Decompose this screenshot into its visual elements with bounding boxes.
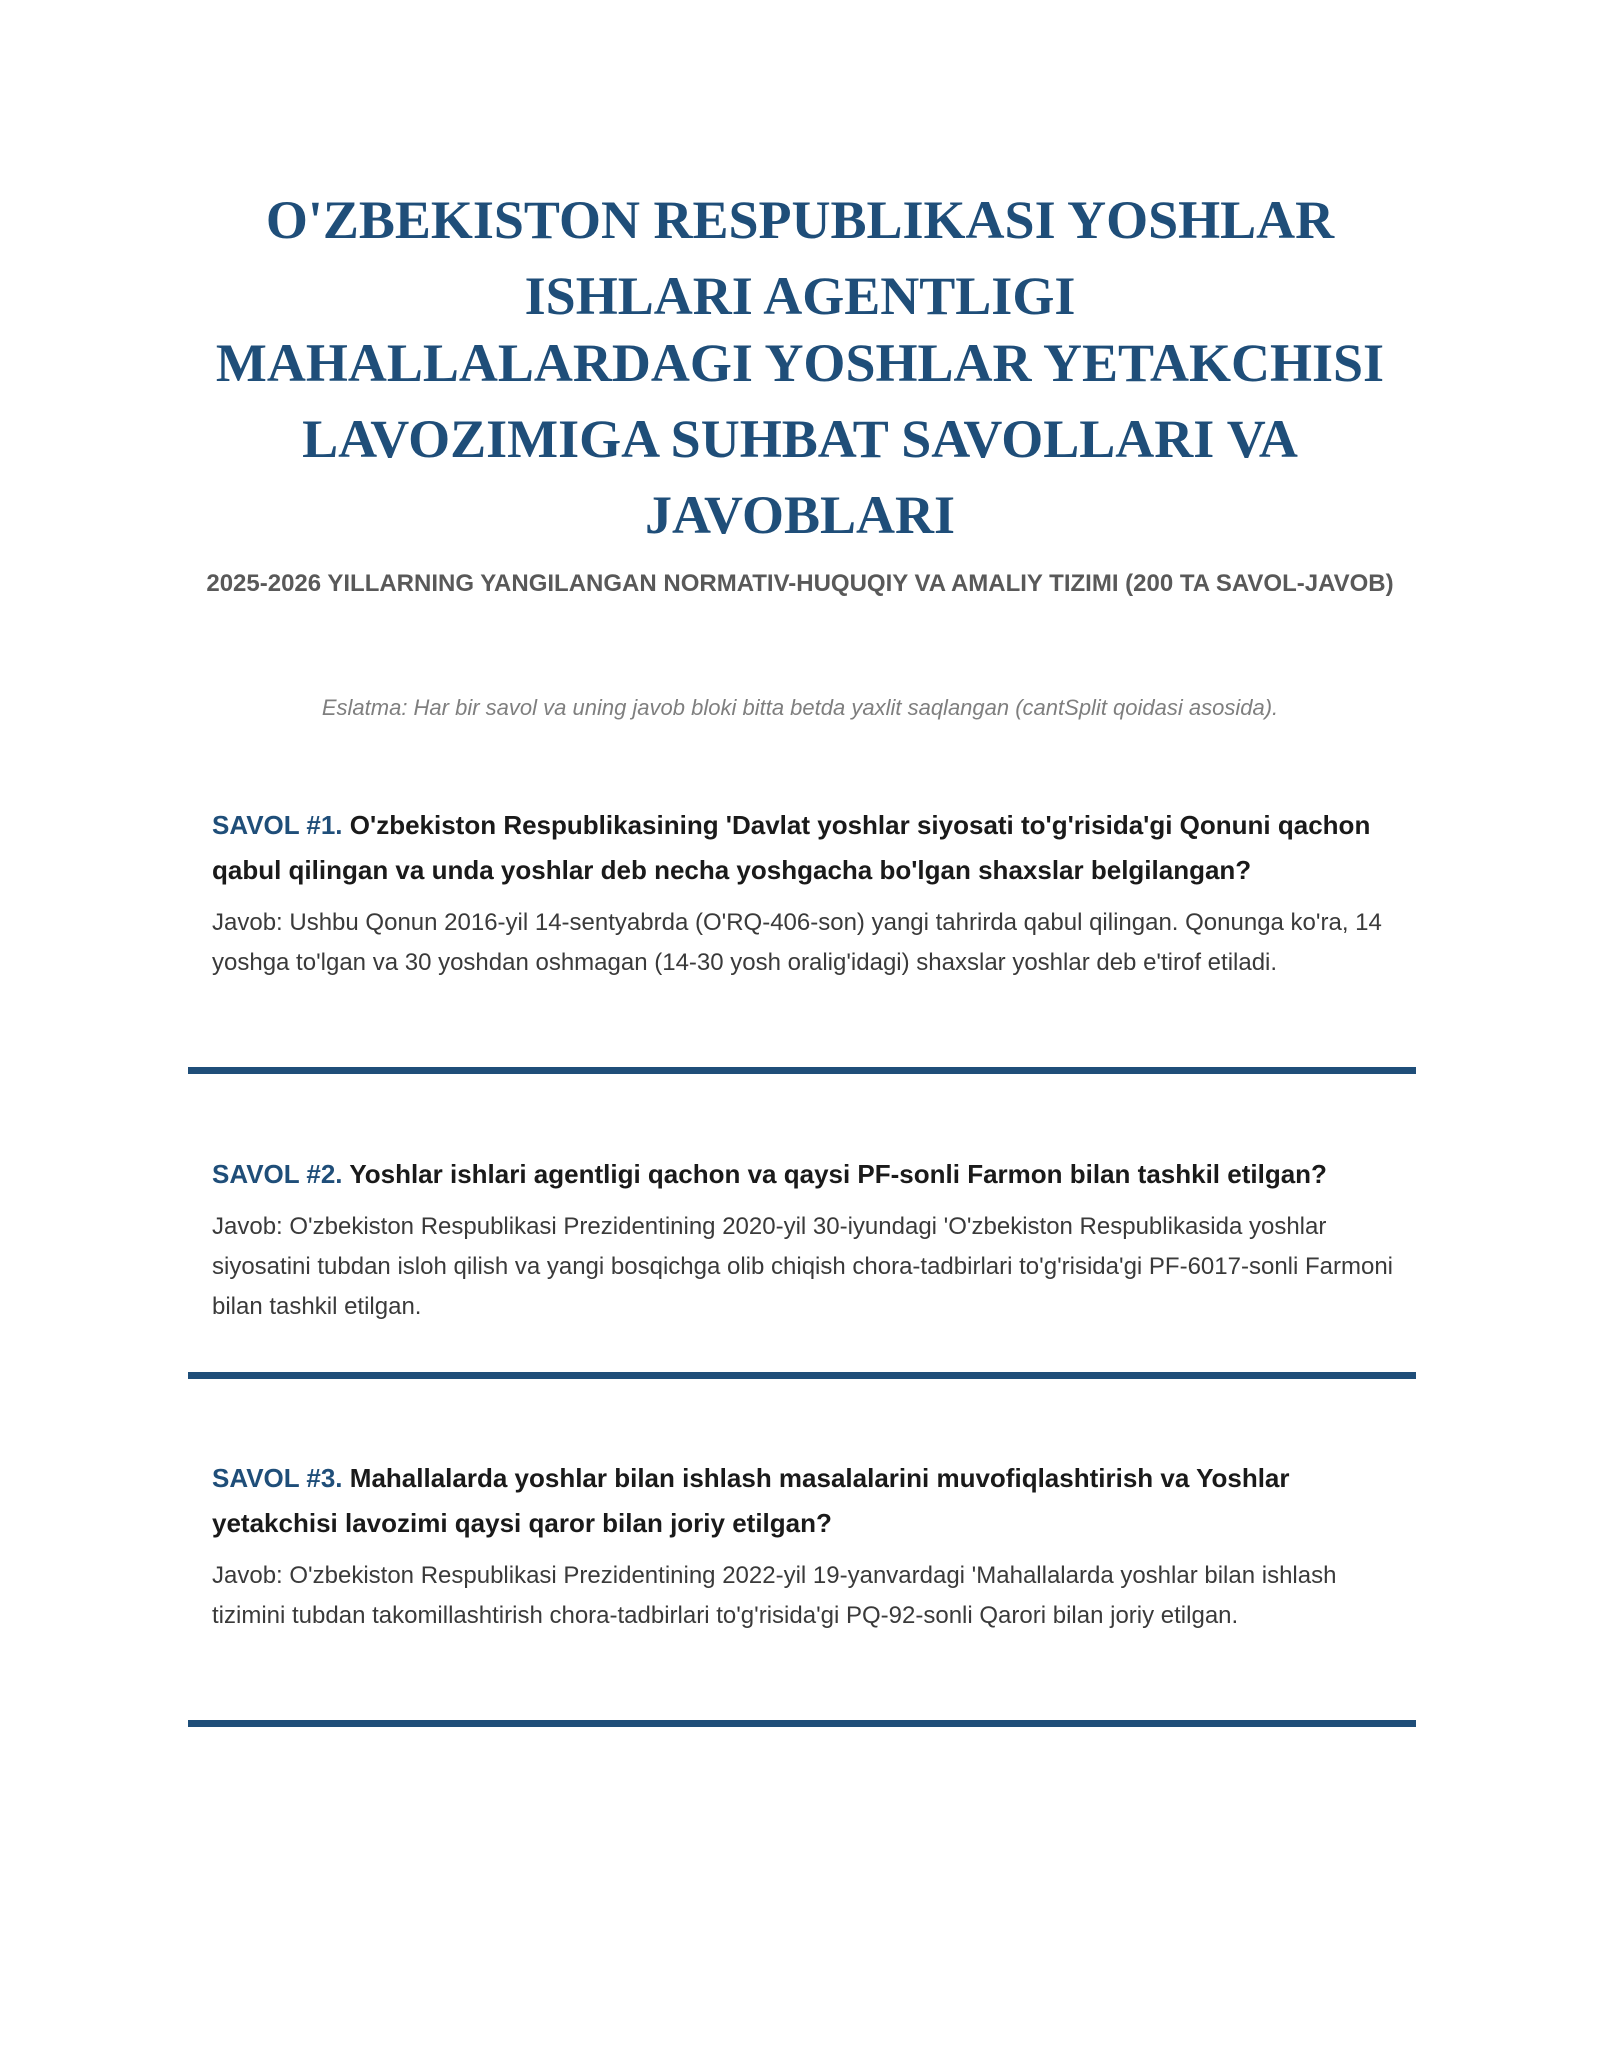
document-title-line-2: MAHALLALARDAGI YOSHLAR YETAKCHISI LAVOZIMIGA SUHBAT SAVOLLARI VA JAVOBLARI (215, 333, 1385, 545)
document-subtitle: 2025-2026 YILLARNING YANGILANGAN NORMATIV-HUQUQIY VA AMALIY TIZIMI (200 TA SAVOL-JAVOB) (206, 570, 1394, 597)
answer-1: Javob: Ushbu Qonun 2016-yil 14-sentyabrda (O'RQ-406-son) yangi tahrirda qabul qilingan. Qonunga ko'ra, 14 yoshga to'lgan va 30 yoshdan oshmagan (14-30 yosh oralig'idagi) shaxslar yoshlar deb e'tirof etiladi. (212, 909, 1382, 976)
question-3-label: SAVOL #3. (212, 1463, 343, 1493)
question-2 (212, 1152, 1402, 1197)
section-divider-2 (188, 1372, 1416, 1379)
document-title-line-1: O'ZBEKISTON RESPUBLIKASI YOSHLAR ISHLARI AGENTLIGI (265, 190, 1335, 326)
document-note: Eslatma: Har bir savol va uning javob bloki bitta betda yaxlit saqlangan (cantSplit qoidasi asosida). (321, 695, 1279, 720)
question-3-text: Mahallalarda yoshlar bilan ishlash masalalarini muvofiqlashtirish va Yoshlar yetakchisi lavozimi qaysi qaror bilan joriy etilgan? (212, 1463, 1290, 1538)
qa-block-1 (212, 803, 1402, 983)
question-3 (212, 1456, 1402, 1546)
question-1-text: O'zbekiston Respublikasining 'Davlat yoshlar siyosati to'g'risida'gi Qonuni qachon qabul qilingan va unda yoshlar deb necha yoshgacha bo'lgan shaxslar belgilangan? (212, 810, 1371, 885)
section-divider-1 (188, 1067, 1416, 1074)
qa-block-2 (212, 1152, 1402, 1327)
question-2-text: Yoshlar ishlari agentligi qachon va qaysi PF-sonli Farmon bilan tashkil etilgan? (349, 1159, 1327, 1189)
answer-2: Javob: O'zbekiston Respublikasi Prezidentining 2020-yil 30-iyundagi 'O'zbekiston Respublikasida yoshlar siyosatini tubdan isloh qilish va yangi bosqichga olib chiqish chora-tadbirlari to'g'risida'gi PF-6017-sonli Farmoni bilan tashkil etilgan. (212, 1213, 1394, 1320)
section-divider-3 (188, 1720, 1416, 1727)
question-2-label: SAVOL #2. (212, 1159, 343, 1189)
answer-3: Javob: O'zbekiston Respublikasi Prezidentining 2022-yil 19-yanvardagi 'Mahallalarda yoshlar bilan ishlash tizimini tubdan takomillashtirish chora-tadbirlari to'g'risida'gi PQ-92-sonli Qarori bilan joriy etilgan. (212, 1562, 1337, 1629)
question-1-label: SAVOL #1. (212, 810, 343, 840)
qa-block-3 (212, 1456, 1402, 1636)
question-1 (212, 803, 1402, 893)
